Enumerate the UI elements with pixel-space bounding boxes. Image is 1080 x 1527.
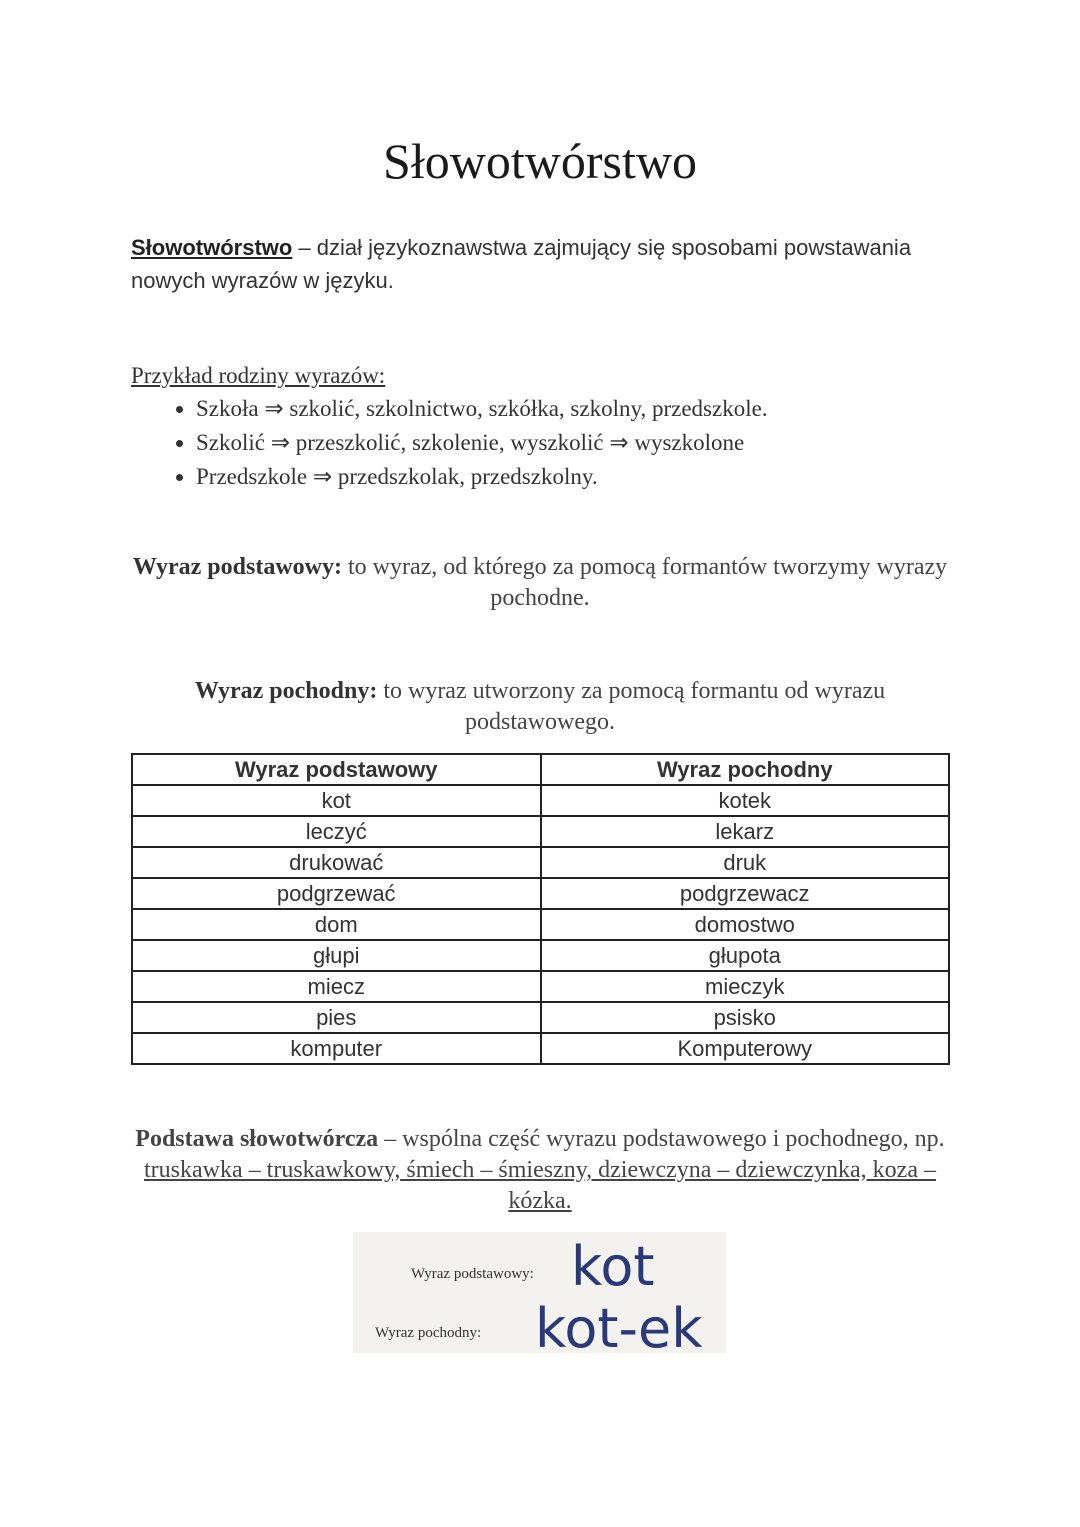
column-header-base: Wyraz podstawowy — [132, 754, 541, 785]
column-header-derived: Wyraz pochodny — [541, 754, 950, 785]
word-family-section — [131, 359, 961, 494]
definition-paragraph — [131, 231, 961, 297]
cell-base: miecz — [132, 971, 541, 1002]
cell-base: komputer — [132, 1033, 541, 1064]
definition-term: Słowotwórstwo — [131, 235, 293, 260]
page-title: Słowotwórstwo — [383, 133, 697, 189]
table-row — [132, 847, 949, 878]
word-formation-examples: truskawka – truskawkowy, śmiech – śmieszny, dziewczyna – dziewczynka, koza – kózka. — [144, 1157, 936, 1214]
derived-word-text: to wyraz utworzony za pomocą formantu od wyrazu podstawowego. — [377, 678, 886, 735]
table-header-row — [132, 754, 949, 785]
table-row — [132, 971, 949, 1002]
definition-text: – dział językoznawstwa zajmujący się sposobami powstawania nowych wyrazów w języku. — [131, 235, 912, 293]
word-formation-base-term: Podstawa słowotwórcza — [135, 1126, 379, 1152]
figure-base-word: kot — [571, 1235, 655, 1298]
figure-derived-word: kot-ek — [535, 1297, 703, 1360]
table-row — [132, 909, 949, 940]
list-item: • Przedszkole ⇒ przedszkolak, przedszkolny. — [196, 460, 961, 494]
cell-derived: mieczyk — [541, 971, 950, 1002]
example-figure — [353, 1232, 726, 1360]
cell-derived: Komputerowy — [541, 1033, 950, 1064]
cell-derived: psisko — [541, 1002, 950, 1033]
word-table — [131, 753, 950, 1065]
table-row — [132, 940, 949, 971]
cell-base: podgrzewać — [132, 878, 541, 909]
base-word-text: to wyraz, od którego za pomocą formantów tworzymy wyrazy pochodne. — [341, 554, 948, 611]
table-row — [132, 816, 949, 847]
table-row — [132, 878, 949, 909]
base-word-definition — [130, 552, 950, 614]
table-row — [132, 1033, 949, 1064]
word-family-list — [131, 392, 961, 494]
list-item: • Szkoła ⇒ szkolić, szkolnictwo, szkółka, szkolny, przedszkole. — [196, 392, 961, 426]
word-formation-base-paragraph — [130, 1124, 950, 1217]
figure-derived-label: Wyraz pochodny: — [375, 1325, 482, 1341]
cell-base: leczyć — [132, 816, 541, 847]
table-row — [132, 1002, 949, 1033]
derived-word-definition — [130, 676, 950, 738]
cell-base: dom — [132, 909, 541, 940]
cell-derived: domostwo — [541, 909, 950, 940]
word-family-label: Przykład rodziny wyrazów: — [131, 363, 386, 388]
cell-base: kot — [132, 785, 541, 816]
cell-base: głupi — [132, 940, 541, 971]
cell-base: drukować — [132, 847, 541, 878]
cell-derived: podgrzewacz — [541, 878, 950, 909]
table-row — [132, 785, 949, 816]
cell-derived: lekarz — [541, 816, 950, 847]
cell-base: pies — [132, 1002, 541, 1033]
list-item: • Szkolić ⇒ przeszkolić, szkolenie, wyszkolić ⇒ wyszkolone — [196, 426, 961, 460]
cell-derived: głupota — [541, 940, 950, 971]
cell-derived: druk — [541, 847, 950, 878]
figure-base-label: Wyraz podstawowy: — [411, 1266, 534, 1282]
word-formation-base-text: – wspólna część wyrazu podstawowego i pochodnego, np. — [378, 1126, 945, 1152]
derived-word-term: Wyraz pochodny: — [194, 678, 378, 704]
cell-derived: kotek — [541, 785, 950, 816]
base-word-term: Wyraz podstawowy: — [132, 554, 342, 580]
